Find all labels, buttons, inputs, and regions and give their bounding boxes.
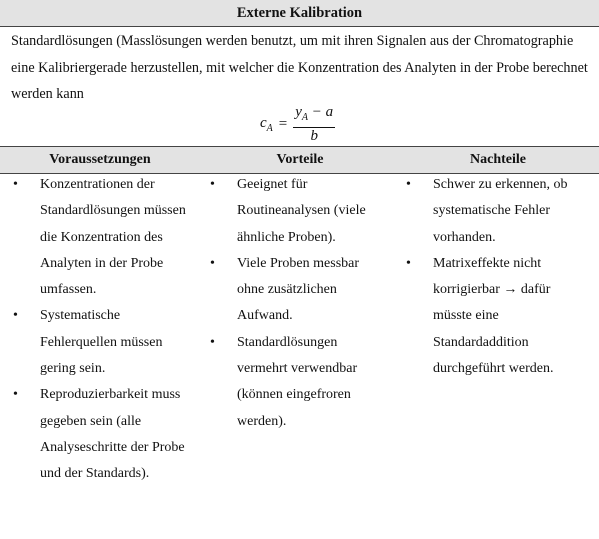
formula-lhs-subscript: A — [266, 123, 273, 134]
list-item — [207, 330, 379, 435]
header-voraussetzungen: Voraussetzungen — [49, 152, 151, 167]
list-item — [207, 251, 379, 330]
list-item-text: Matrixeffekte nicht korrigierbar → dafür müsste eine Standardaddition durchgeführt werden. — [433, 255, 554, 377]
formula-fraction — [293, 104, 335, 145]
bullet: • — [13, 308, 18, 324]
formula-equals: = — [278, 116, 288, 132]
formula-denominator: b — [310, 128, 318, 144]
header-nachteile: Nachteile — [470, 152, 526, 167]
list-item-text: Konzentrationen der Standardlösungen müssen die Konzentration des Analyten in der Probe umfassen. — [40, 177, 186, 298]
bullet: • — [406, 255, 411, 271]
table-title — [0, 0, 599, 27]
formula-num-subscript: A — [301, 112, 309, 123]
bullet: • — [210, 177, 215, 192]
list-item-text: Schwer zu erkennen, ob systematische Fehler vorhanden. — [433, 177, 568, 245]
list-item-text: Standardlösungen vermehrt verwendbar (können eingefroren werden). — [237, 334, 358, 429]
list-item — [10, 303, 195, 382]
column-vorteile — [207, 172, 379, 435]
list-item-text: Reproduzierbarkeit muss gegeben sein (alle Analyseschritte der Probe und der Standards). — [40, 387, 185, 482]
formula-lhs — [260, 115, 273, 134]
formula-lhs-symbol: c — [260, 115, 267, 131]
formula-num-symbol: y — [295, 104, 302, 120]
column-nachteile — [403, 172, 588, 382]
table-header-row — [0, 146, 599, 174]
calibration-formula — [260, 104, 335, 145]
list-item-text: Systematische Fehlerquellen müssen gering sein. — [40, 308, 163, 377]
bullet: • — [406, 177, 411, 192]
header-vorteile: Vorteile — [276, 152, 324, 167]
bullet: • — [13, 177, 18, 192]
list-item-text: Geeignet für Routineanalysen (viele ähnliche Proben). — [237, 177, 366, 245]
bullet: • — [13, 387, 18, 403]
list-item — [10, 382, 195, 487]
formula-num-rest: − a — [308, 104, 334, 120]
list-item-text: Viele Proben messbar ohne zusätzlichen Aufwand. — [237, 255, 360, 324]
bullet: • — [210, 255, 215, 271]
list-item — [403, 251, 588, 382]
intro-paragraph: Standardlösungen (Masslösungen werden benutzt, um mit ihren Signalen aus der Chromatographie eine Kalibriergerade herzustellen, mit welcher die Konzentration des Analyten in der Probe berechnet werden kann — [11, 33, 588, 102]
formula-numerator — [293, 104, 335, 128]
table-title-text: Externe Kalibration — [236, 4, 363, 21]
list-item — [403, 172, 588, 251]
list-item — [207, 172, 379, 251]
list-item — [10, 172, 195, 303]
bullet: • — [210, 334, 215, 350]
column-voraussetzungen — [10, 172, 195, 488]
